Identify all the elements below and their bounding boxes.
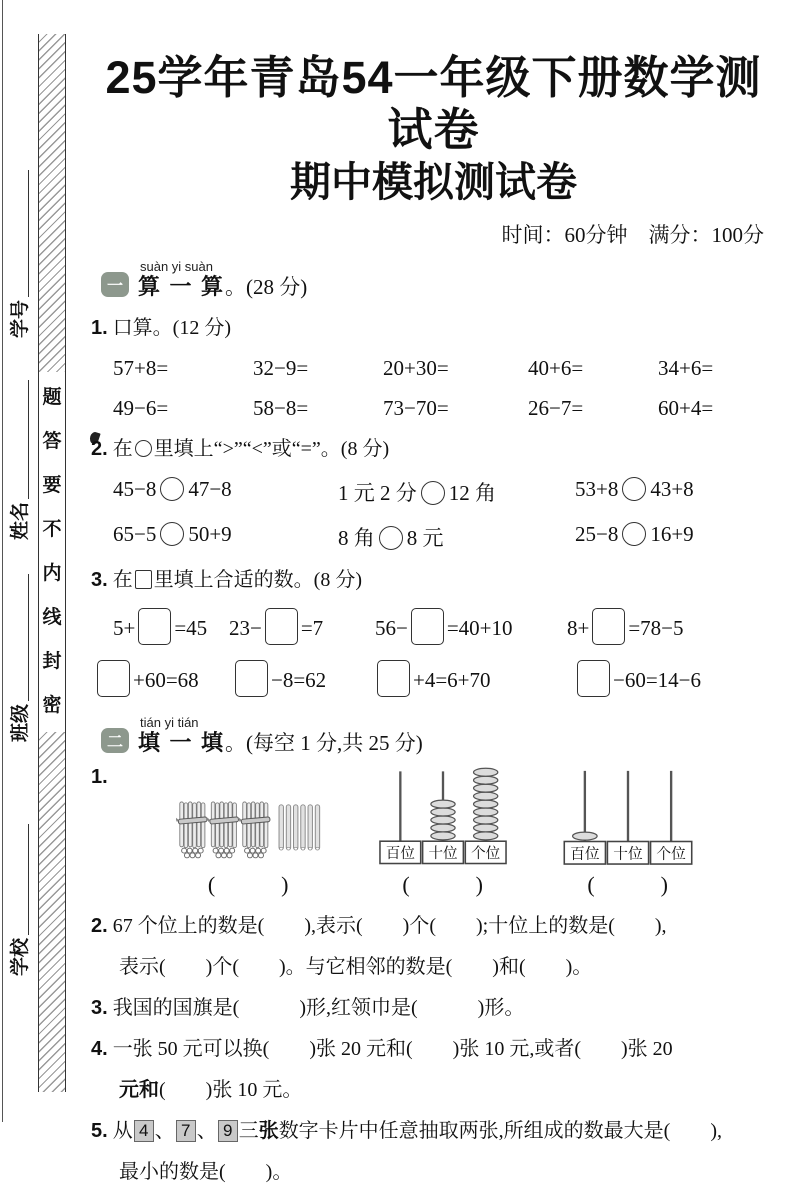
compare-circle-blank xyxy=(135,440,152,457)
write-line xyxy=(28,574,29,701)
abacus1-block xyxy=(379,766,507,899)
equation: 34+6= xyxy=(658,355,714,380)
box-equation: 56− =40+10 xyxy=(375,608,567,645)
write-line xyxy=(28,824,29,935)
seal-char: 封 xyxy=(42,651,62,672)
compare-item: 65−5 50+9 xyxy=(113,521,232,546)
section1-points: 。(28 分) xyxy=(225,274,308,299)
svg-text:个位: 个位 xyxy=(656,846,686,863)
class-label: 班级 xyxy=(10,703,31,742)
svg-text:百位: 百位 xyxy=(385,845,415,862)
equation: 32−9= xyxy=(253,355,309,380)
equation: 40+6= xyxy=(528,355,584,380)
compare-item: 25−8 16+9 xyxy=(575,521,694,546)
digit-card: 9 xyxy=(218,1120,238,1142)
s1-q3-row2 xyxy=(85,660,782,697)
compare-circle-blank xyxy=(622,522,646,546)
number-box-blank xyxy=(135,570,152,589)
compare-item: 8 角 8 元 xyxy=(338,525,444,550)
svg-text:个位: 个位 xyxy=(470,845,500,862)
answer-blank: ( ) xyxy=(207,871,289,897)
section2-title: 填 一 填 xyxy=(138,729,226,755)
equation: 57+8= xyxy=(113,355,169,380)
box-equation: 23− =7 xyxy=(229,608,375,645)
paper-content xyxy=(85,0,782,1186)
abacus2-block xyxy=(561,766,695,899)
s2-q5-line2: 最小的数是( )。 xyxy=(119,1160,293,1183)
number-box-blank xyxy=(411,608,444,645)
section1-header xyxy=(101,259,782,300)
s2-q3-line: 3. 我国的国旗是( )形,红领巾是( )形。 xyxy=(91,996,525,1019)
seal-char: 题 xyxy=(42,387,62,408)
school-label: 学校 xyxy=(10,937,31,976)
student-id-label: 学号 xyxy=(10,299,31,338)
section1-pinyin: suàn yi suàn xyxy=(140,258,213,274)
s2-q2-line2: 表示( )个( )。与它相邻的数是( )和( )。 xyxy=(119,955,593,978)
s1-q2-label: 2. 在 里填上“>”“<”或“=”。(8 分) xyxy=(91,437,390,460)
student-name-field xyxy=(6,380,32,540)
s2-q5-line1: 5. 从 4 、 7 、 9 三张数字卡片中任意抽取两张,所组成的数最大是( ), xyxy=(91,1119,723,1142)
section2-pinyin: tián yi tián xyxy=(140,714,199,730)
svg-text:十位: 十位 xyxy=(428,845,458,862)
seal-column xyxy=(38,34,66,1092)
paper-title: 25学年青岛54一年级下册数学测试卷 xyxy=(105,52,762,155)
compare-circle-blank xyxy=(379,526,403,550)
number-box-blank xyxy=(97,660,130,697)
compare-circle-blank xyxy=(622,477,646,501)
compare-circle-blank xyxy=(160,477,184,501)
number-box-blank xyxy=(138,608,171,645)
equation: 60+4= xyxy=(658,395,714,420)
digit-card: 7 xyxy=(176,1120,196,1142)
answer-blank: ( ) xyxy=(587,871,669,897)
s2-q4-line1: 4. 一张 50 元可以换( )张 20 元和( )张 10 元,或者( )张 20 xyxy=(91,1037,673,1060)
time-score-info: 时间：60分钟 满分：100分 xyxy=(501,222,764,247)
seal-char: 不 xyxy=(42,519,62,540)
box-equation: −8=62 xyxy=(232,660,374,697)
box-equation: 8+ =78−5 xyxy=(567,608,782,645)
number-box-blank xyxy=(265,608,298,645)
scan-edge-line xyxy=(2,0,3,1122)
seal-char: 密 xyxy=(42,695,62,716)
s1-q1-row1 xyxy=(85,356,782,381)
counting-sticks-figure xyxy=(176,797,321,866)
section2-points: 。(每空 1 分,共 25 分) xyxy=(225,730,423,755)
compare-circle-blank xyxy=(160,522,184,546)
hatch-pattern-bottom xyxy=(39,732,65,1092)
seal-char: 要 xyxy=(42,475,62,496)
equation: 26−7= xyxy=(528,395,584,420)
s1-q3-label: 3. 在 里填上合适的数。(8 分) xyxy=(91,568,363,591)
compare-item: 1 元 2 分 12 角 xyxy=(338,480,496,505)
place-value-abacus-figure-2 xyxy=(561,766,695,866)
number-box-blank xyxy=(235,660,268,697)
seal-char: 答 xyxy=(42,431,62,452)
number-box-blank xyxy=(377,660,410,697)
sticks-figure-block xyxy=(176,797,321,899)
school-field xyxy=(6,824,32,976)
place-value-abacus-figure-1 xyxy=(379,766,507,866)
compare-item: 45−8 47−8 xyxy=(113,476,232,501)
s2-q1-label: 1. xyxy=(91,765,108,788)
s1-q3-row1 xyxy=(85,608,782,645)
equation: 20+30= xyxy=(383,355,449,380)
seal-char: 内 xyxy=(42,563,62,584)
seal-phrase xyxy=(39,372,65,732)
section2-header xyxy=(101,715,782,756)
svg-text:十位: 十位 xyxy=(612,846,643,863)
s2-q4-line2: 元和( )张 10 元。 xyxy=(119,1078,303,1101)
number-box-blank xyxy=(577,660,610,697)
s2-q1-figures xyxy=(85,766,782,899)
compare-circle-blank xyxy=(421,481,445,505)
section1-title: 算 一 算 xyxy=(138,273,226,299)
s1-q1-label: 1. 口算。(12 分) xyxy=(91,316,232,339)
hatch-pattern-top xyxy=(39,34,65,372)
digit-card: 4 xyxy=(134,1120,154,1142)
paper-subtitle: 期中模拟测试卷 xyxy=(290,158,577,205)
box-equation: −60=14−6 xyxy=(574,660,782,697)
box-equation: 5+ =45 xyxy=(113,608,229,645)
write-line xyxy=(28,380,29,499)
write-line xyxy=(28,170,29,297)
equation: 58−8= xyxy=(253,395,309,420)
section2-badge: 二 xyxy=(101,728,129,753)
equation: 73−70= xyxy=(383,395,449,420)
student-id-field xyxy=(6,170,32,338)
box-equation: +60=68 xyxy=(94,660,232,697)
compare-item: 53+8 43+8 xyxy=(575,476,694,501)
s1-q1-row2 xyxy=(85,396,782,421)
class-field xyxy=(6,574,32,742)
seal-char: 线 xyxy=(42,607,62,628)
s2-q2-line1: 2. 67 个位上的数是( ),表示( )个( );十位上的数是( ), xyxy=(91,914,667,937)
s1-q2-row1 xyxy=(85,477,782,507)
s1-q2-row2 xyxy=(85,522,782,552)
answer-blank: ( ) xyxy=(402,871,484,897)
box-equation: +4=6+70 xyxy=(374,660,574,697)
svg-text:百位: 百位 xyxy=(569,846,600,863)
section1-badge: 一 xyxy=(101,272,129,297)
equation: 49−6= xyxy=(113,395,169,420)
student-name-label: 姓名 xyxy=(10,501,31,540)
number-box-blank xyxy=(592,608,625,645)
